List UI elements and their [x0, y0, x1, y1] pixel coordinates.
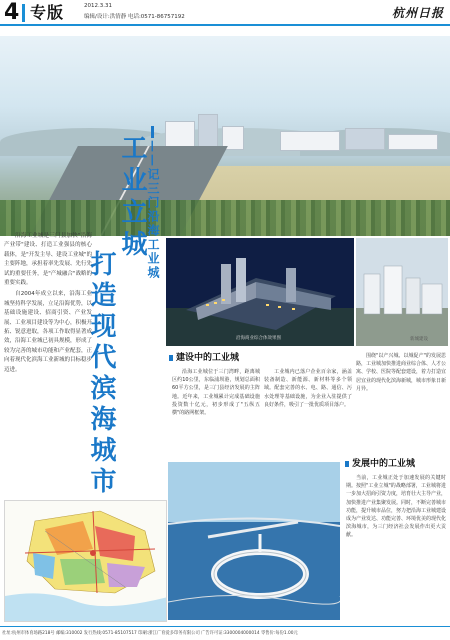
subtitle-accent — [151, 126, 154, 138]
intro-paragraph: 自2004年成立以来，沿海工业城坚持科学发展，立足沿海优势，以基础设施建设、招商引资、产业发展、工业项目建设等为中心，积极开拓、锐意进取，各项工作取得显著成效，沿海工业城已初具规模，形成了较为完善的城市功能和产业配套，正向着现代化滨海工业新城的目标稳步迈进。 — [4, 291, 93, 373]
headline-primary: 工业立城 — [117, 134, 147, 262]
section-heading: 建设中的工业城 — [176, 353, 240, 363]
headline-subtitle: ——记三门沿海工业城 — [146, 140, 160, 280]
hero-building — [165, 121, 195, 149]
page-number: 4 — [4, 0, 20, 25]
headline-secondary: 打造现代滨海城市 — [86, 250, 116, 498]
article-column — [264, 368, 352, 409]
section-label: 专版 — [30, 3, 65, 22]
hero-building — [198, 114, 218, 150]
intro-paragraph: 沿海工业城是三门县加快"沿海产业带"建设、打造工业强县的核心载体，是"开发主导、建设工业城"的主要阵地，承担着率先发展、先行先试的重要任务，是"产城融合"战略的重要实践。 — [4, 233, 93, 287]
article-column — [356, 352, 446, 393]
article-paragraph: 当前，工业城正处于加速发展的关键时期。按照"工业立城"的战略部署，工业城将进一步加大招商引资力度，培育壮大主导产业，加快推进产业集聚发展。同时，不断完善城市功能，提升城市品位，努力把沿海工业城建设成为产业发达、功能完善、环境优美的现代化滨海城市，为三门经济社会发展作出更大贡献。 — [346, 475, 447, 539]
editor-credit: 编辑/设计:洪情静 电话:0571-86757192 — [84, 14, 185, 20]
page-footer: 社址:杭州市体育场路218号 邮编:310002 发行热线:0571-85107517 印刷:浙江广育爱多印务有限公司 广告许可证:3300004000014 零售价:每份1.00元 — [0, 626, 450, 640]
photo-caption: 新城建设 — [410, 337, 428, 342]
header-divider — [22, 4, 25, 22]
article-column — [346, 474, 446, 540]
article-column — [172, 368, 260, 417]
commercial-complex-render — [166, 238, 354, 346]
article-paragraph: 围绕"以产兴城、以城促产"的发展思路，工业城加快推进商业综合体、人才公寓、学校、医院等配套建设，着力打造宜居宜业的现代化滨海新城，城市形象日新月异。 — [356, 353, 447, 392]
intro-text — [4, 232, 92, 377]
section-heading: 发展中的工业城 — [352, 459, 416, 469]
hero-building — [388, 134, 438, 150]
planning-map-graphic — [5, 501, 167, 622]
new-town-photo — [356, 238, 448, 346]
article-paragraph: 沿海工业城位于三门湾畔，距离城区约10公里，东临浦坝港，规划总面积60平方公里，是三门县经济发展的主阵地。近年来，工业城累计完成基础设施投资数十亿元，初步形成了"五纵五横"的路网框架。 — [172, 369, 260, 417]
hero-photo — [0, 36, 450, 236]
ring-bridge-graphic — [168, 462, 340, 620]
planning-map — [4, 500, 167, 622]
hero-building — [345, 128, 385, 150]
new-town-graphic — [356, 238, 448, 346]
issue-date: 2012.3.31 — [84, 3, 112, 9]
hero-building — [280, 131, 340, 151]
photo-caption: 沿海商业综合体效果图 — [236, 336, 281, 341]
article-paragraph: 工业城内已落户企业百余家，涵盖装备制造、新能源、新材料等多个领域。配套完善的水、电、路、通信、污水处理等基础设施，为企业入驻提供了良好条件，吸引了一批优质项目落户。 — [264, 369, 352, 408]
hero-trees — [0, 200, 450, 236]
page-header — [0, 0, 450, 26]
ring-bridge-photo — [168, 462, 340, 620]
newspaper-logo: 杭州日报 — [391, 6, 444, 20]
commercial-complex-graphic — [166, 238, 354, 346]
